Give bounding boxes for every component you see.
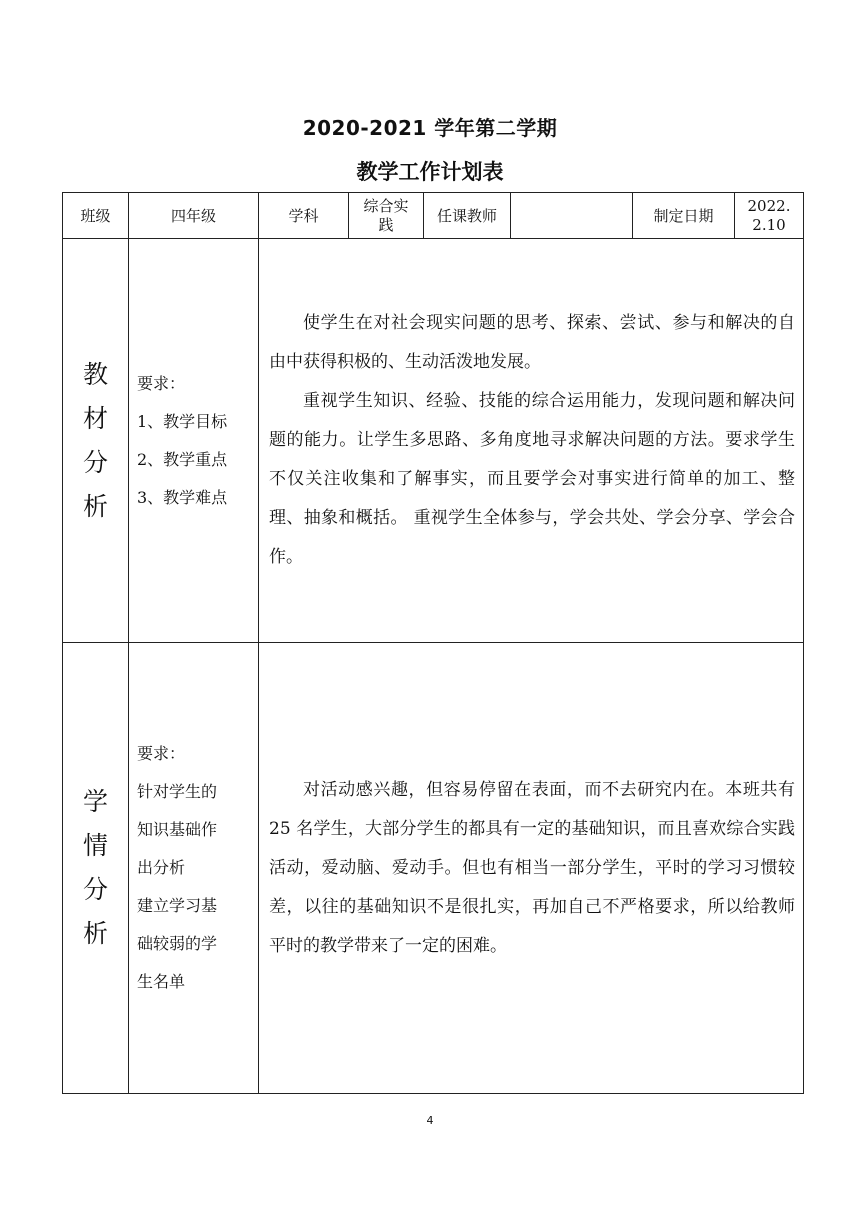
page-number: 4: [426, 1114, 434, 1127]
requirement-line: 2、教学重点: [137, 449, 228, 469]
heading-char: 析: [82, 919, 108, 948]
student-paragraph: 对活动感兴趣，但容易停留在表面，而不去研究内在。本班共有 25 名学生，大部分学生的都具有一定的基础知识，而且喜欢综合实践活动，爱动脑、爱动手。但也有相当一部分学生，平时的学习习惯较差，以往的基础知识不是很扎实，再加自己不严格要求，所以给教师平时的教学带来了一定的困难。: [269, 779, 795, 956]
document-title: 2020-2021 学年第二学期: [302, 116, 558, 140]
date-label: 制定日期: [633, 193, 735, 239]
heading-char: 材: [82, 403, 108, 433]
student-analysis-row: [63, 643, 804, 1094]
date-value-line1: 2022.: [747, 196, 791, 215]
subject-value-line1: 综合实: [363, 196, 409, 215]
requirement-line: 生名单: [137, 972, 186, 991]
date-value: [735, 193, 804, 239]
material-requirements: [129, 239, 259, 643]
requirement-line: 3、教学难点: [137, 487, 228, 507]
material-content: [259, 239, 804, 643]
material-analysis-row: [63, 239, 804, 643]
student-content: [259, 643, 804, 1094]
subject-value: [349, 193, 424, 239]
teacher-label: 任课教师: [424, 193, 511, 239]
requirement-line: 针对学生的: [137, 782, 218, 801]
header-row: [63, 193, 804, 239]
requirement-line: 要求：: [137, 744, 186, 763]
requirement-line: 1、教学目标: [137, 411, 228, 431]
heading-char: 情: [82, 831, 108, 860]
requirement-line: 建立学习基: [137, 896, 218, 915]
plan-table: [62, 192, 804, 1094]
material-paragraph: 使学生在对社会现实问题的思考、探索、尝试、参与和解决的自由中获得积极的、生动活泼地发展。: [269, 313, 795, 372]
student-requirements: [129, 643, 259, 1094]
class-label: 班级: [63, 193, 129, 239]
heading-char: 教: [82, 359, 108, 389]
document-subtitle: 教学工作计划表: [356, 160, 504, 184]
class-value: 四年级: [129, 193, 259, 239]
date-value-line2: 2.10: [752, 215, 786, 234]
requirement-line: 出分析: [137, 858, 186, 877]
heading-char: 分: [82, 447, 108, 477]
requirement-line: 要求：: [137, 373, 186, 393]
teacher-value: [511, 193, 633, 239]
heading-char: 析: [82, 491, 108, 521]
requirement-line: 知识基础作: [137, 820, 218, 839]
heading-char: 学: [82, 787, 108, 816]
student-analysis-heading: [63, 643, 129, 1094]
material-paragraph: 重视学生知识、经验、技能的综合运用能力，发现问题和解决问题的能力。让学生多思路、多角度地寻求解决问题的方法。要求学生不仅关注收集和了解事实，而且要学会对事实进行简单的加工、整理、抽象和概括。 重视学生全体参与，学会共处、学会分享、学会合作。: [269, 391, 795, 567]
requirement-line: 础较弱的学: [137, 934, 218, 953]
subject-value-line2: 践: [378, 215, 394, 234]
heading-char: 分: [82, 875, 108, 904]
subject-label: 学科: [259, 193, 349, 239]
material-analysis-heading: [63, 239, 129, 643]
